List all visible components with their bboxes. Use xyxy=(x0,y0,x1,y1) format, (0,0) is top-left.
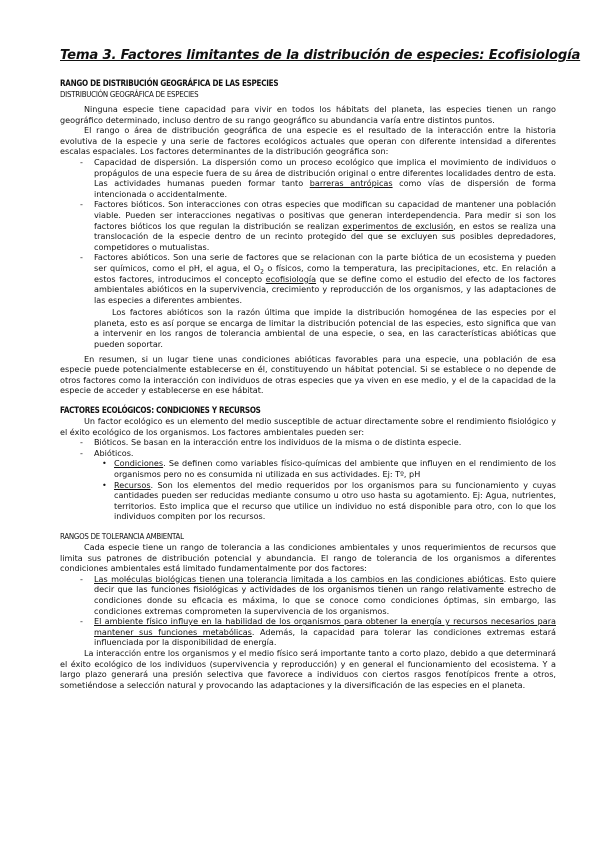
paragraph: En resumen, si un lugar tiene unas condiciones abióticas favorables para una especie, una población de esa especie puede potencialmente establecerse en él, constituyendo un hábitat potencial. Si se establece o no depende de otros factores como la interacción con individuos de otras especies que ya viven en ese medio, y el de la capacidad de la especie de acceder y establecerse en ese hábitat. xyxy=(60,353,556,396)
underlined-term: barreras antrópicas xyxy=(309,178,393,189)
underlined-term: experimentos de exclusión xyxy=(342,220,454,231)
spacer xyxy=(60,396,556,405)
list-item-text: Capacidad de dispersión. La dispersión como un proceso ecológico que implica el movimiento de individuos o propágulos de una especie fuera de su área de distribución original o entre diferentes localidades dentro de esta. Las actividades humanas pueden formar tanto xyxy=(94,156,556,189)
paragraph: Cada especie tiene un rango de tolerancia a las condiciones ambientales y unos requerimientos de recursos que limita sus patrones de distribución potencial y abundancia. El rango de tolerancia de los organismos a diferentes condiciones ambientales está limitado fundamentalmente por dos factores: xyxy=(60,541,556,574)
underlined-term: Condiciones xyxy=(114,458,164,469)
factors-list xyxy=(60,157,556,350)
list-item-moleculas xyxy=(80,574,556,616)
paragraph: Los factores abióticos son la razón última que impide la distribución homogénea de las especies por el planeta, esto es así porque se encarga de limitar la distribución potencial de las especies, esto significa que van a intervenir en los rangos de tolerancia ambiental de una especie, o sea, en las características abióticas que pueden soportar. xyxy=(94,307,556,350)
paragraph: El rango o área de distribución geográfica de una especie es el resultado de la interacción entre la historia evolutiva de la especie y una serie de factores ecológicos actuales que operan con diferente intensidad a diferentes escalas espaciales. Los factores determinantes de la distribución geográfica son: xyxy=(60,125,556,157)
sublist-item-condiciones xyxy=(100,458,556,479)
list-item-text: Factores abióticos. Son una serie de factores que se relacionan con la parte biótica de un ecosistema y pueden ser químicos, como el pH, el agua, el O xyxy=(94,252,556,273)
list-item-text: . Se definen como variables físico-químicas del ambiente que influyen en el rendimiento de los organismos pero no es consumida ni utilizada en sus actividades. Ej: Tº, pH xyxy=(114,458,556,479)
list-item-text: . Son los elementos del medio requeridos por los organismos para su funcionamiento y cuyas cantidades pueden ser reducidas mediante consumo u otro uso hasta su agotamiento. Ej: Agua, nutrientes, territorios. Esto implica que el recurso que utilice un individuo no está disponible para otro, con lo que los individuos compiten por los recursos. xyxy=(114,479,556,522)
underlined-term: Recursos xyxy=(114,479,151,490)
sublist-item-recursos xyxy=(100,480,556,522)
underlined-term: ecofisiología xyxy=(265,273,317,284)
document-title: Tema 3. Factores limitantes de la distribución de especies: Ecofisiología xyxy=(60,48,581,63)
underlined-term: Las moléculas biológicas tienen una tolerancia limitada a los cambios en las condiciones abióticas xyxy=(94,573,504,584)
section-heading-factores: FACTORES ECOLÓGICOS: CONDICIONES Y RECURSOS xyxy=(60,405,261,416)
abiotic-sublist xyxy=(94,458,556,522)
section-heading-rango: RANGO DE DISTRIBUCIÓN GEOGRÁFICA DE LAS ESPECIES xyxy=(60,78,279,88)
list-item-bioticos xyxy=(80,199,556,252)
list-item-text: que se define como el estudio del efecto de los factores ambientales abióticos en la supervivencia, crecimiento y reproducción de los organismos, y las adaptaciones de las especies a diferentes ambientes. xyxy=(94,273,556,305)
list-item-text: o físicos, como la temperatura, las precipitaciones, etc. En relación a estos factores, introducimos el concepto xyxy=(94,262,556,284)
list-item-text: , en estos se realiza una translocación de la especie dentro de un recinto protegido del que se excluyen sus posibles depredadores, competidores o mutualistas. xyxy=(94,220,556,252)
list-item-dispersion xyxy=(80,157,556,199)
paragraph: Ninguna especie tiene capacidad para vivir en todos los hábitats del planeta, las especies tienen un rango geográfico determinado, incluso dentro de su rango geográfico su abundancia varía entre distintos puntos. xyxy=(60,104,556,125)
list-item-text: Factores bióticos. Son interacciones con otras especies que modifican su capacidad de mantener una población viable. Pueden ser interacciones negativas o positivas que generan interdependencia. Para medir si son los factores bióticos los que regulan la distribución se realizan xyxy=(94,199,556,231)
underlined-term: El ambiente físico influye en la habilidad de los organismos para obtener la energía y recursos necesarios para mantener sus funciones metabólicas xyxy=(94,616,556,637)
list-item-text: . Esto quiere decir que las funciones fisiológicas y actividades de los organismos tienen un rango relativamente estrecho de condiciones donde su eficacia es máxima, lo que se conoce como condiciones óptimas, sin embargo, las condiciones extremas comprometen la supervivencia de los organismos. xyxy=(94,573,556,616)
section-heading-rangos: RANGOS DE TOLERANCIA AMBIENTAL xyxy=(60,530,184,541)
list-item-bioticos: - Bióticos. Se basan en la interacción entre los individuos de la misma o de distinta especie. xyxy=(80,437,556,448)
subscript: 2 xyxy=(260,268,264,276)
paragraph: Un factor ecológico es un elemento del medio susceptible de actuar directamente sobre el rendimiento fisiológico y el éxito ecológico de los organismos. Los factores ambientales pueden ser: xyxy=(60,416,556,437)
tolerance-factors-list xyxy=(60,574,556,648)
list-item-text: Abióticos. xyxy=(94,447,134,458)
environmental-factors-list xyxy=(60,437,556,522)
list-item-ambiente xyxy=(80,616,556,648)
subheading-distribucion: DISTRIBUCIÓN GEOGRÁFICA DE ESPECIES xyxy=(60,89,199,99)
list-item-text: como vías de dispersión de forma intencionada o accidentalmente. xyxy=(94,178,556,199)
list-item-abioticos xyxy=(80,252,556,349)
paragraph: La interacción entre los organismos y el medio físico será importante tanto a corto plazo, debido a que determinará el éxito ecológico de los individuos (supervivencia y reproducción) y en general el funcionamiento del ecosistema. Y a largo plazo generará una presión selectiva que favorece a individuos con ciertos rasgos fenotípicos frente a otros, sometiéndose a selección natural y provocando las adaptaciones y la diversificación de las especies en el planeta. xyxy=(60,647,556,690)
list-item-abioticos xyxy=(80,448,556,522)
spacer xyxy=(60,522,556,531)
list-item-text: . Además, la capacidad para tolerar las condiciones extremas estará influenciada por la disponibilidad de energía. xyxy=(94,626,556,648)
